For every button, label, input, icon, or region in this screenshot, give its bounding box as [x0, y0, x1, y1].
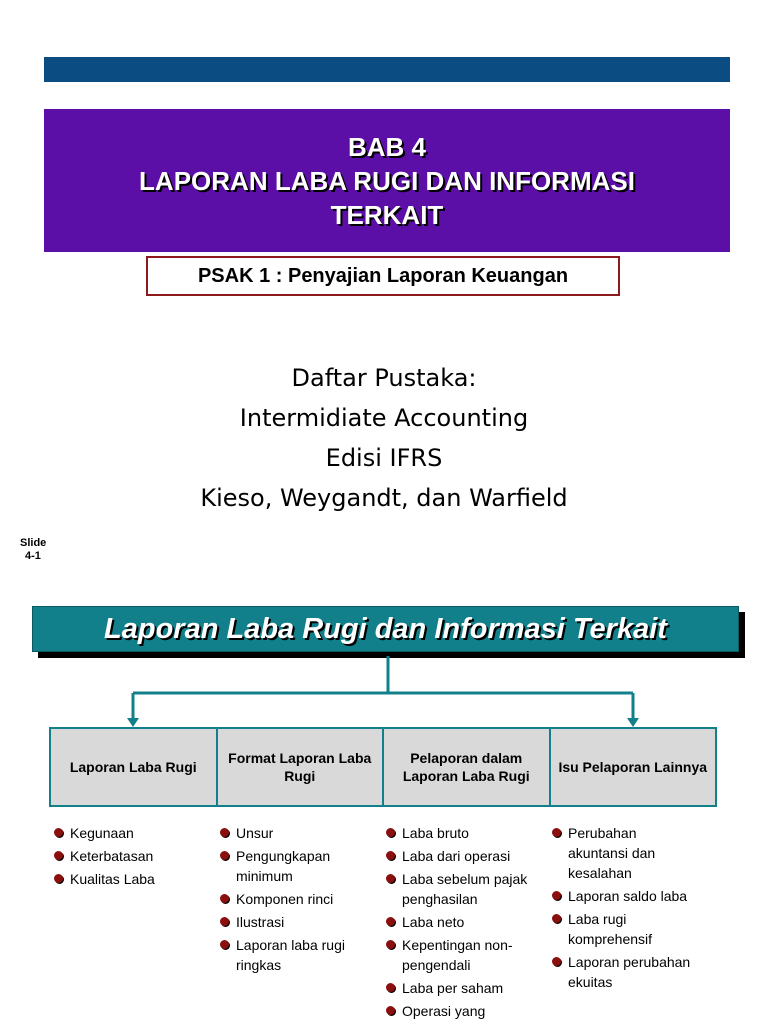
title-line-1: BAB 4 [347, 131, 426, 162]
category-pelaporan: Pelaporan dalam Laporan Laba Rugi [384, 729, 551, 805]
list-item: Kualitas Laba [52, 869, 212, 889]
list-item: Keterbatasan [52, 846, 212, 866]
category-row [49, 727, 717, 807]
category-isu-pelaporan: Isu Pelaporan Lainnya [558, 759, 708, 775]
slide2-title-banner [32, 606, 739, 652]
list-item: Laba dari operasi [384, 846, 550, 866]
list-item: Unsur [218, 823, 366, 843]
reference-heading: Daftar Pustaka: [291, 364, 477, 392]
list-item: Pengungkapan minimum [218, 846, 366, 886]
column-4-list [550, 823, 718, 995]
list-item: Laporan saldo laba [550, 886, 718, 906]
list-item: Laba per saham [384, 978, 550, 998]
slide-label: Slide [20, 537, 47, 549]
top-banner-bar [44, 57, 730, 82]
list-item: Ilustrasi [218, 912, 366, 932]
list-item: Perubahan akuntansi dan kesalahan [550, 823, 718, 883]
column-2-list [218, 823, 366, 978]
right-arrow-head [627, 718, 639, 727]
list-item: Laporan laba rugi ringkas [218, 935, 366, 975]
list-item: Laba bruto [384, 823, 550, 843]
title-line-3: TERKAIT [330, 199, 444, 230]
list-item: Laba sebelum pajak penghasilan [384, 869, 550, 909]
psak-subtitle: PSAK 1 : Penyajian Laporan Keuangan [146, 256, 620, 296]
list-item: Laba neto [384, 912, 550, 932]
list-item: Laba rugi komprehensif [550, 909, 718, 949]
slide-title-box [44, 109, 730, 252]
left-arrow-head [127, 718, 139, 727]
tree-connector [0, 656, 768, 736]
column-1-list [52, 823, 212, 892]
reference-edition: Edisi IFRS [325, 444, 443, 472]
list-item: Kepentingan non-pengendali [384, 935, 550, 975]
column-3-list [384, 823, 550, 1024]
reference-authors: Kieso, Weygandt, dan Warfield [200, 484, 568, 512]
reference-block [0, 358, 768, 518]
reference-book: Intermidiate Accounting [239, 404, 529, 432]
title-line-2: LAPORAN LABA RUGI DAN INFORMASI [139, 165, 635, 196]
list-item: Laporan perubahan ekuitas [550, 952, 718, 992]
list-item: Kegunaan [52, 823, 212, 843]
slide2-title: Laporan Laba Rugi dan Informasi Terkait [104, 612, 667, 645]
list-item: Komponen rinci [218, 889, 366, 909]
category-format-laporan: Format Laporan Laba Rugi [218, 729, 385, 805]
slide-number-label [20, 537, 46, 563]
slide-number: 4-1 [25, 550, 41, 562]
category-laporan-laba-rugi: Laporan Laba Rugi [51, 729, 218, 805]
list-item: Operasi yang [384, 1001, 550, 1021]
